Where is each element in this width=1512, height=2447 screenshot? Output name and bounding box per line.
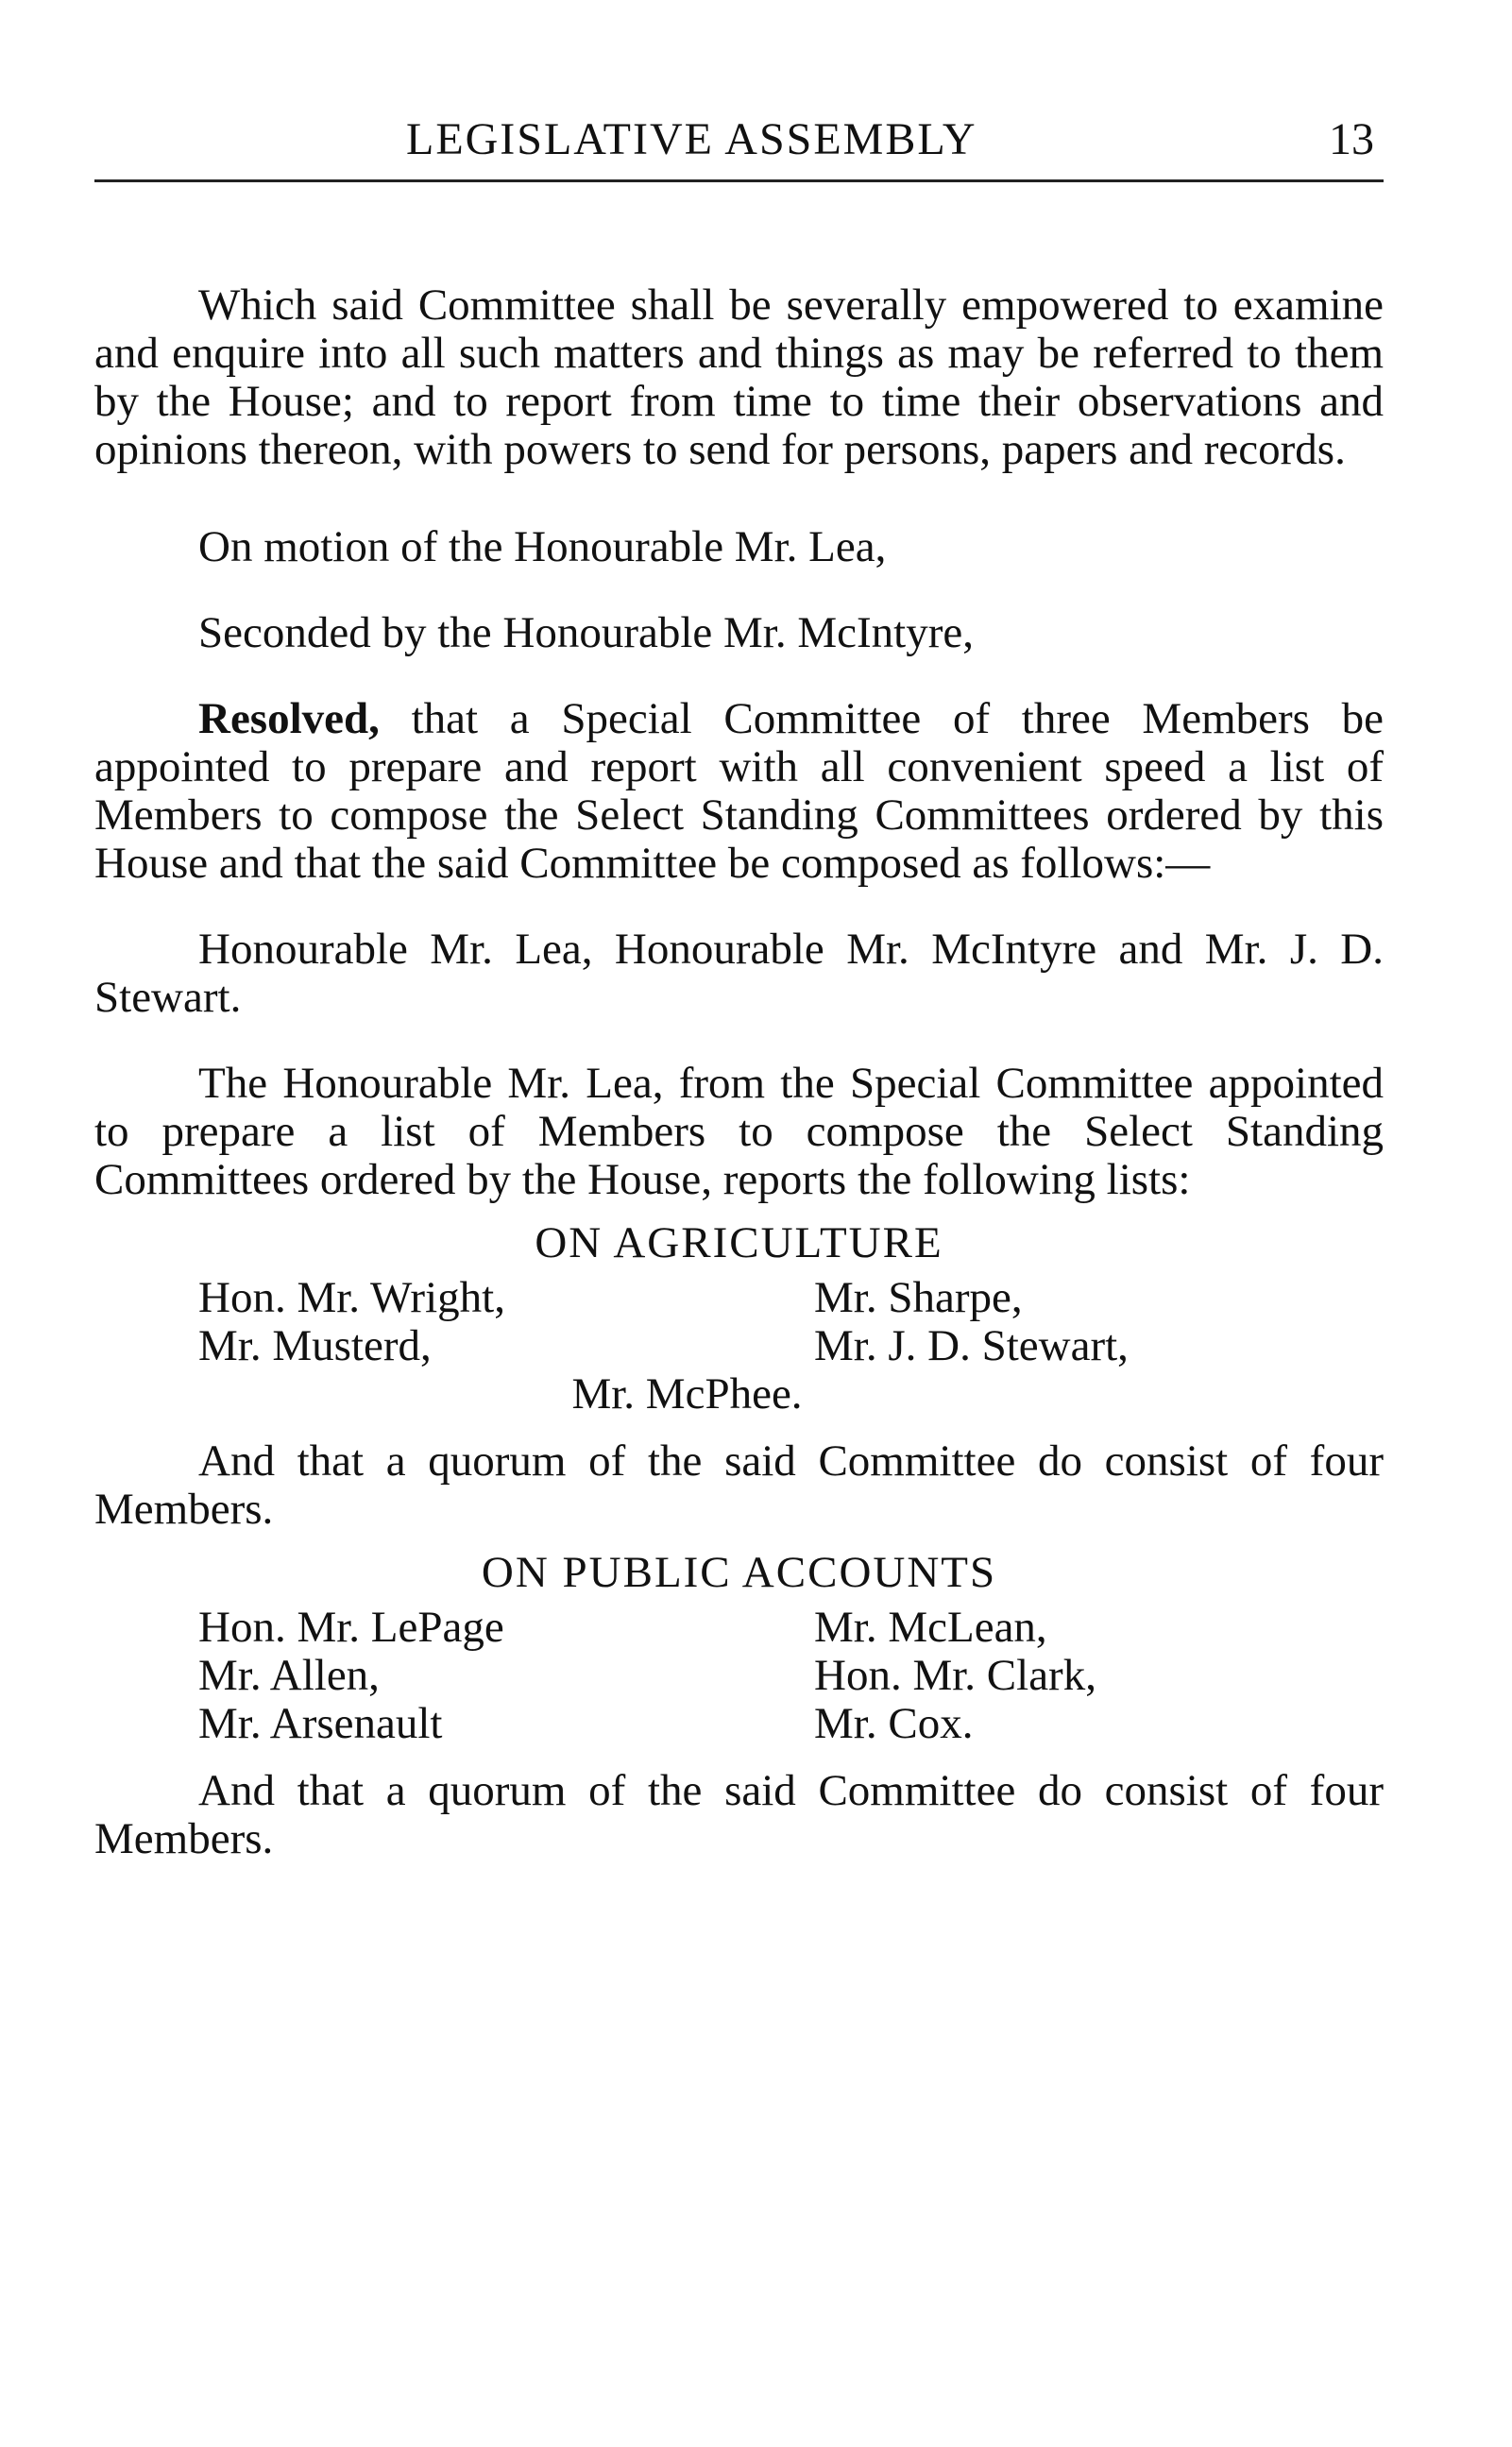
member-row [198,1322,1384,1370]
member-row [198,1604,1384,1652]
public-accounts-members [198,1604,1384,1748]
agriculture-title: ON AGRICULTURE [535,1218,943,1267]
member-name: Mr. McPhee. [571,1369,803,1419]
member-name: Mr. J. D. Stewart, [814,1321,1129,1370]
report-paragraph: The Honourable Mr. Lea, from the Special Committee appointed to prepare a list of Members to compose the Select Standing Committees ordered by the House, reports the following lists: [94,1059,1384,1204]
member-name: Hon. Mr. LePage [198,1603,504,1652]
member-name: Hon. Mr. Wright, [198,1273,505,1322]
committee-powers-paragraph: Which said Committee shall be severally empowered to examine and enquire into all such matters and things as may be referred to them by the House; and to report from time to time their observations and opinions thereon, with powers to send for persons, papers and records. [94,280,1384,474]
document-page [94,113,1384,1863]
member-name: Mr. Sharpe, [814,1273,1023,1322]
member-name: Mr. Allen, [198,1651,380,1700]
seconded-paragraph: Seconded by the Honourable Mr. McIntyre, [198,608,974,657]
member-name: Hon. Mr. Clark, [814,1651,1096,1700]
member-row [198,1652,1384,1700]
agriculture-quorum: And that a quorum of the said Committee do consist of four Members. [94,1436,1384,1534]
motion-paragraph: On motion of the Honourable Mr. Lea, [198,522,887,571]
agriculture-members [198,1274,1384,1419]
resolved-paragraph [94,695,1384,888]
resolved-text: that a Special Committee of three Members be appointed to prepare and report with all convenient speed a list of Members to compose the Select Standing Committees ordered by this House and that the said Committee be composed as follows:— [94,694,1384,888]
member-name: Mr. Musterd, [198,1321,432,1370]
page-number: 13 [1329,114,1374,164]
public-accounts-title: ON PUBLIC ACCOUNTS [481,1548,997,1597]
page-header [94,113,1384,182]
member-row [198,1700,1384,1748]
member-name: Mr. Arsenault [198,1699,443,1748]
member-name: Mr. Cox. [814,1699,974,1748]
header-title: LEGISLATIVE ASSEMBLY [406,114,977,164]
resolved-word: Resolved, [198,694,380,743]
composition-paragraph: Honourable Mr. Lea, Honourable Mr. McIntyre and Mr. J. D. Stewart. [94,925,1384,1022]
public-accounts-quorum: And that a quorum of the said Committee do consist of four Members. [94,1766,1384,1863]
member-row [198,1274,1384,1322]
member-name: Mr. McLean, [814,1603,1047,1652]
